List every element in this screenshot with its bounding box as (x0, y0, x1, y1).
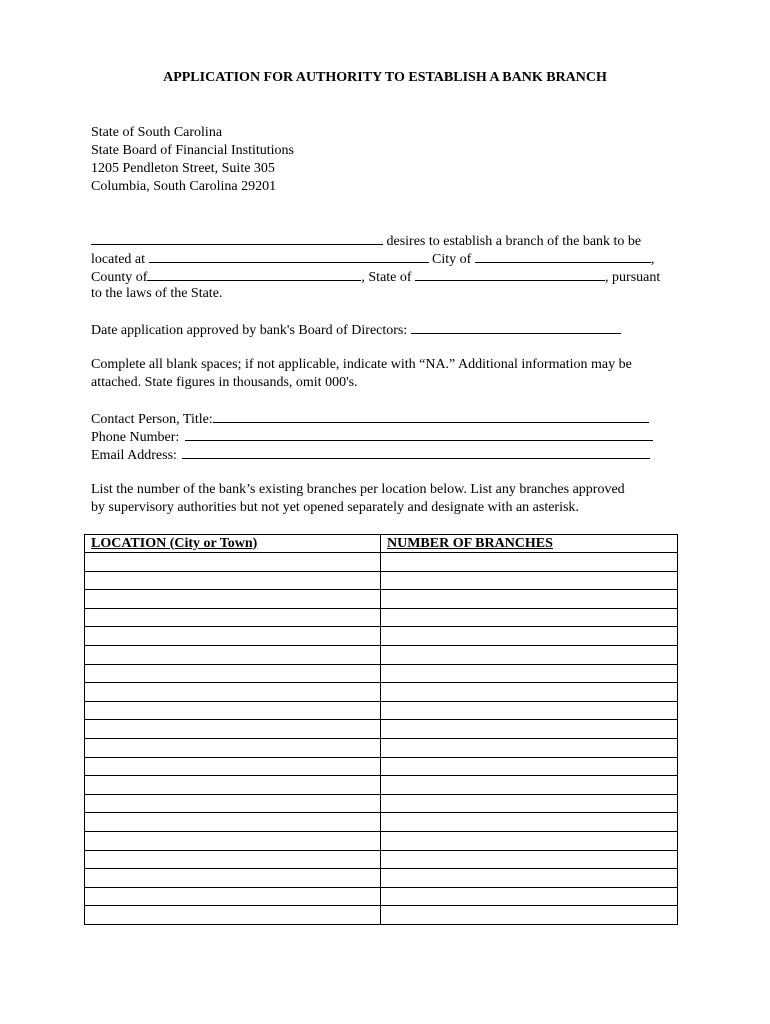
table-row (85, 701, 678, 720)
location-cell[interactable] (85, 720, 381, 739)
number-of-branches-cell[interactable] (381, 776, 678, 795)
table-row (85, 720, 678, 739)
number-of-branches-cell[interactable] (381, 608, 678, 627)
located-at-label: located at (91, 252, 146, 267)
phone-field[interactable] (185, 427, 653, 441)
number-of-branches-cell[interactable] (381, 794, 678, 813)
branches-table-body (85, 553, 678, 925)
date-approved-line (91, 320, 621, 340)
table-row (85, 813, 678, 832)
address-line-4: Columbia, South Carolina 29201 (91, 179, 277, 194)
county-field[interactable] (147, 267, 361, 281)
location-cell[interactable] (85, 590, 381, 609)
location-cell[interactable] (85, 664, 381, 683)
location-cell[interactable] (85, 850, 381, 869)
location-cell[interactable] (85, 794, 381, 813)
branches-intro-line-2: by supervisory authorities but not yet opened separately and designate with an asterisk. (91, 500, 579, 515)
number-of-branches-cell[interactable] (381, 645, 678, 664)
date-approved-field[interactable] (411, 320, 621, 334)
address-line-2: State Board of Financial Institutions (91, 143, 294, 158)
branches-table (84, 534, 678, 925)
contact-person-field[interactable] (213, 409, 649, 423)
location-line (91, 249, 654, 269)
contact-person-label: Contact Person, Title: (91, 412, 213, 427)
state-field[interactable] (415, 267, 605, 281)
table-row (85, 553, 678, 572)
county-of-label: County of (91, 270, 148, 285)
phone-label: Phone Number: (91, 430, 180, 445)
number-of-branches-cell[interactable] (381, 720, 678, 739)
desires-text: desires to establish a branch of the bank to be (386, 234, 642, 249)
number-of-branches-cell[interactable] (381, 701, 678, 720)
phone-line (91, 427, 653, 447)
branches-table-header (85, 535, 678, 553)
table-row (85, 664, 678, 683)
table-row (85, 831, 678, 850)
table-row (85, 627, 678, 646)
location-column-header: LOCATION (City or Town) (85, 535, 381, 553)
address-line-1: State of South Carolina (91, 125, 223, 140)
table-row (85, 850, 678, 869)
email-line (91, 445, 650, 465)
location-cell[interactable] (85, 757, 381, 776)
instructions-line-1: Complete all blank spaces; if not applicable, indicate with “NA.” Additional information may be (91, 357, 632, 372)
location-cell[interactable] (85, 738, 381, 757)
location-cell[interactable] (85, 831, 381, 850)
table-row (85, 906, 678, 925)
state-of-label: , State of (361, 270, 412, 285)
location-cell[interactable] (85, 627, 381, 646)
number-of-branches-cell[interactable] (381, 590, 678, 609)
date-approved-label: Date application approved by bank's Board of Directors: (91, 323, 408, 338)
comma-text: , (650, 252, 655, 267)
number-of-branches-cell[interactable] (381, 813, 678, 832)
location-cell[interactable] (85, 553, 381, 572)
location-cell[interactable] (85, 683, 381, 702)
table-row (85, 645, 678, 664)
location-cell[interactable] (85, 776, 381, 795)
table-row (85, 794, 678, 813)
number-of-branches-cell[interactable] (381, 869, 678, 888)
table-row (85, 608, 678, 627)
location-cell[interactable] (85, 608, 381, 627)
number-of-branches-cell[interactable] (381, 738, 678, 757)
location-cell[interactable] (85, 869, 381, 888)
contact-person-line (91, 409, 649, 429)
location-cell[interactable] (85, 645, 381, 664)
number-of-branches-cell[interactable] (381, 683, 678, 702)
number-of-branches-cell[interactable] (381, 887, 678, 906)
table-row (85, 869, 678, 888)
number-of-branches-cell[interactable] (381, 850, 678, 869)
number-of-branches-column-header: NUMBER OF BRANCHES (381, 535, 678, 553)
table-row (85, 738, 678, 757)
bank-name-line (91, 231, 641, 251)
table-row (85, 757, 678, 776)
location-field[interactable] (149, 249, 429, 263)
city-field[interactable] (475, 249, 651, 263)
form-title: APPLICATION FOR AUTHORITY TO ESTABLISH A BANK BRANCH (163, 70, 607, 85)
table-row (85, 590, 678, 609)
county-line (91, 267, 660, 287)
location-cell[interactable] (85, 906, 381, 925)
number-of-branches-cell[interactable] (381, 553, 678, 572)
number-of-branches-cell[interactable] (381, 571, 678, 590)
number-of-branches-cell[interactable] (381, 757, 678, 776)
number-of-branches-cell[interactable] (381, 664, 678, 683)
table-row (85, 571, 678, 590)
number-of-branches-cell[interactable] (381, 906, 678, 925)
table-row (85, 683, 678, 702)
number-of-branches-cell[interactable] (381, 627, 678, 646)
instructions-line-2: attached. State figures in thousands, omit 000's. (91, 375, 358, 390)
city-of-label: City of (432, 252, 472, 267)
table-row (85, 776, 678, 795)
table-row (85, 887, 678, 906)
number-of-branches-cell[interactable] (381, 831, 678, 850)
laws-text: to the laws of the State. (91, 286, 223, 301)
location-cell[interactable] (85, 571, 381, 590)
location-cell[interactable] (85, 701, 381, 720)
email-field[interactable] (182, 445, 650, 459)
branches-intro-line-1: List the number of the bank’s existing branches per location below. List any branches approved (91, 482, 625, 497)
location-cell[interactable] (85, 813, 381, 832)
address-line-3: 1205 Pendleton Street, Suite 305 (91, 161, 275, 176)
pursuant-text: , pursuant (605, 270, 661, 285)
email-label: Email Address: (91, 448, 177, 463)
bank-name-field[interactable] (91, 231, 383, 245)
location-cell[interactable] (85, 887, 381, 906)
